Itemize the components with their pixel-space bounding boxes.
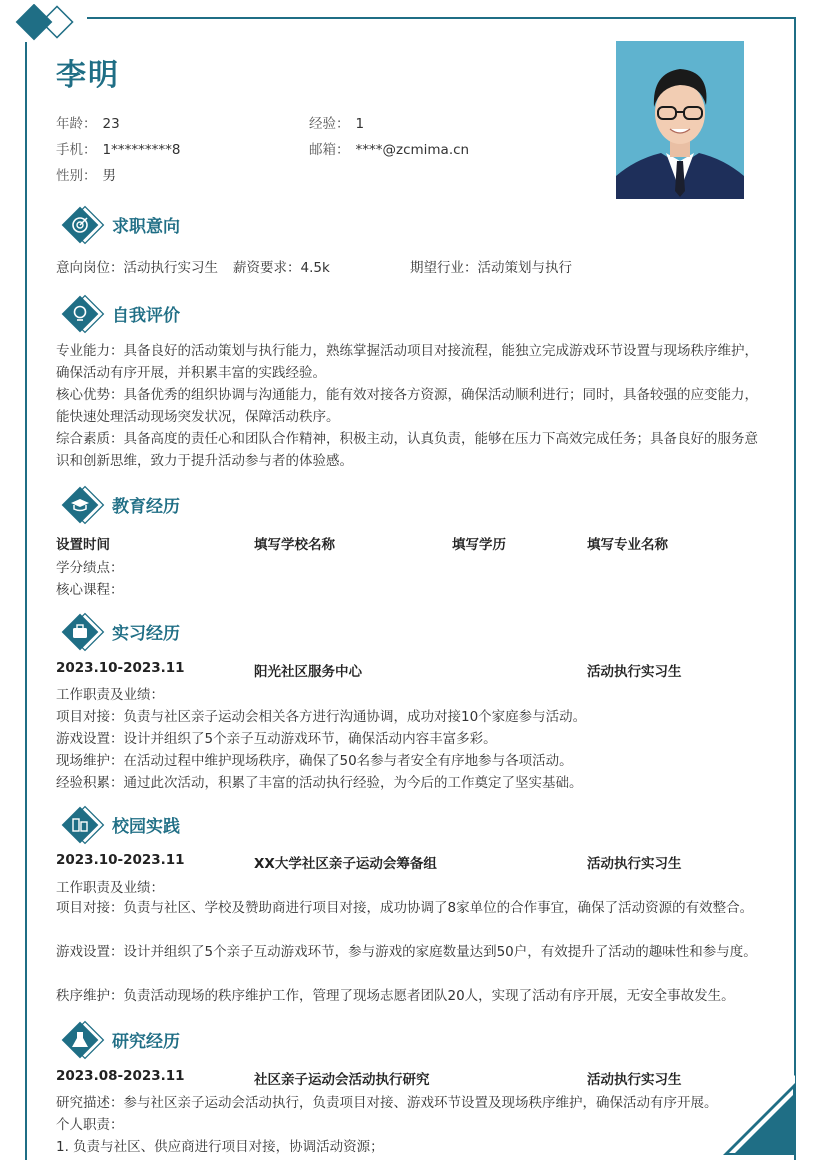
frame-left-border xyxy=(25,42,27,1160)
email-label: 邮箱： xyxy=(309,142,350,158)
campus-icon xyxy=(58,803,112,847)
internship-item-2: 游戏设置：设计并组织了5个亲子互动游戏环节，确保活动内容丰富多彩。 xyxy=(56,731,497,747)
age-field xyxy=(56,112,120,132)
frame-right-border xyxy=(794,17,796,1160)
section-title-research: 研究经历 xyxy=(112,1032,180,1052)
education-time: 设置时间 xyxy=(56,537,110,553)
phone-value: 1*********8 xyxy=(102,142,181,158)
internship-time: 2023.10-2023.11 xyxy=(56,660,185,676)
section-title-intent: 求职意向 xyxy=(112,217,180,237)
internship-duties-label: 工作职责及业绩： xyxy=(56,687,164,703)
campus-org: XX大学社区亲子运动会筹备组 xyxy=(254,856,437,872)
education-courses: 核心课程： xyxy=(56,582,124,598)
campus-role: 活动执行实习生 xyxy=(587,856,682,872)
education-gpa: 学分绩点： xyxy=(56,560,124,576)
target-icon xyxy=(58,203,112,247)
self-eval-qualities: 综合素质：具备高度的责任心和团队合作精神，积极主动，认真负责，能够在压力下高效完成任务；具备良好的服务意识和创新思维，致力于提升活动参与者的体验感。 xyxy=(56,431,758,469)
research-org: 社区亲子运动会活动执行研究 xyxy=(254,1072,430,1088)
gender-value: 男 xyxy=(102,168,116,184)
research-description: 研究描述：参与社区亲子运动会活动执行，负责项目对接、游戏环节设置及现场秩序维护，确保活动有序开展。 xyxy=(56,1095,718,1111)
research-item-1: 1. 负责与社区、供应商进行项目对接，协调活动资源； xyxy=(56,1139,384,1155)
intent-salary: 薪资要求：4.5k xyxy=(233,260,330,276)
age-value: 23 xyxy=(102,116,120,132)
frame-top-border xyxy=(87,17,796,19)
research-duties-label: 个人职责： xyxy=(56,1117,124,1133)
education-degree: 填写学历 xyxy=(452,537,506,553)
corner-diamond-decoration xyxy=(8,4,88,48)
research-time: 2023.08-2023.11 xyxy=(56,1068,185,1084)
section-title-campus: 校园实践 xyxy=(112,817,180,837)
campus-duties-label: 工作职责及业绩： xyxy=(56,880,164,896)
campus-time: 2023.10-2023.11 xyxy=(56,852,185,868)
phone-label: 手机： xyxy=(56,142,97,158)
research-role: 活动执行实习生 xyxy=(587,1072,682,1088)
candidate-name: 李明 xyxy=(56,58,120,93)
experience-label: 经验： xyxy=(309,116,350,132)
section-title-education: 教育经历 xyxy=(112,497,180,517)
self-eval-strengths: 核心优势：具备优秀的组织协调与沟通能力，能有效对接各方资源，确保活动顺利进行；同时，具备较强的应变能力，能快速处理活动现场突发状况，保障活动秩序。 xyxy=(56,387,758,425)
internship-org: 阳光社区服务中心 xyxy=(254,664,362,680)
graduation-cap-icon xyxy=(58,483,112,527)
gender-field xyxy=(56,164,116,184)
flask-icon xyxy=(58,1018,112,1062)
intent-position: 意向岗位：活动执行实习生 xyxy=(56,260,218,276)
campus-item-2: 游戏设置：设计并组织了5个亲子互动游戏环节，参与游戏的家庭数量达到50户，有效提升了活动的趣味性和参与度。 xyxy=(56,944,757,960)
internship-role: 活动执行实习生 xyxy=(587,664,682,680)
lightbulb-icon xyxy=(58,292,112,336)
campus-item-1: 项目对接：负责与社区、学校及赞助商进行项目对接，成功协调了8家单位的合作事宜，确保了活动资源的有效整合。 xyxy=(56,900,754,916)
briefcase-icon xyxy=(58,610,112,654)
phone-field xyxy=(56,138,180,158)
age-label: 年龄： xyxy=(56,116,97,132)
internship-item-4: 经验积累：通过此次活动，积累了丰富的活动执行经验，为今后的工作奠定了坚实基础。 xyxy=(56,775,583,791)
internship-item-1: 项目对接：负责与社区亲子运动会相关各方进行沟通协调，成功对接10个家庭参与活动。 xyxy=(56,709,587,725)
section-title-internship: 实习经历 xyxy=(112,624,180,644)
intent-industry: 期望行业：活动策划与执行 xyxy=(410,260,572,276)
campus-item-3: 秩序维护：负责活动现场的秩序维护工作，管理了现场志愿者团队20人，实现了活动有序开展，无安全事故发生。 xyxy=(56,988,735,1004)
gender-label: 性别： xyxy=(56,168,97,184)
email-value: ****@zcmima.cn xyxy=(355,142,470,158)
email-field xyxy=(309,138,469,158)
corner-stripe-decoration xyxy=(715,1075,795,1155)
section-title-self-eval: 自我评价 xyxy=(112,306,180,326)
experience-field xyxy=(309,112,364,132)
experience-value: 1 xyxy=(355,116,365,132)
education-school: 填写学校名称 xyxy=(254,537,335,553)
internship-item-3: 现场维护：在活动过程中维护现场秩序，确保了50名参与者安全有序地参与各项活动。 xyxy=(56,753,573,769)
education-major: 填写专业名称 xyxy=(587,537,668,553)
self-eval-professional: 专业能力：具备良好的活动策划与执行能力，熟练掌握活动项目对接流程，能独立完成游戏环节设置与现场秩序维护，确保活动有序开展，并积累丰富的实践经验。 xyxy=(56,343,758,381)
profile-photo xyxy=(616,41,744,199)
